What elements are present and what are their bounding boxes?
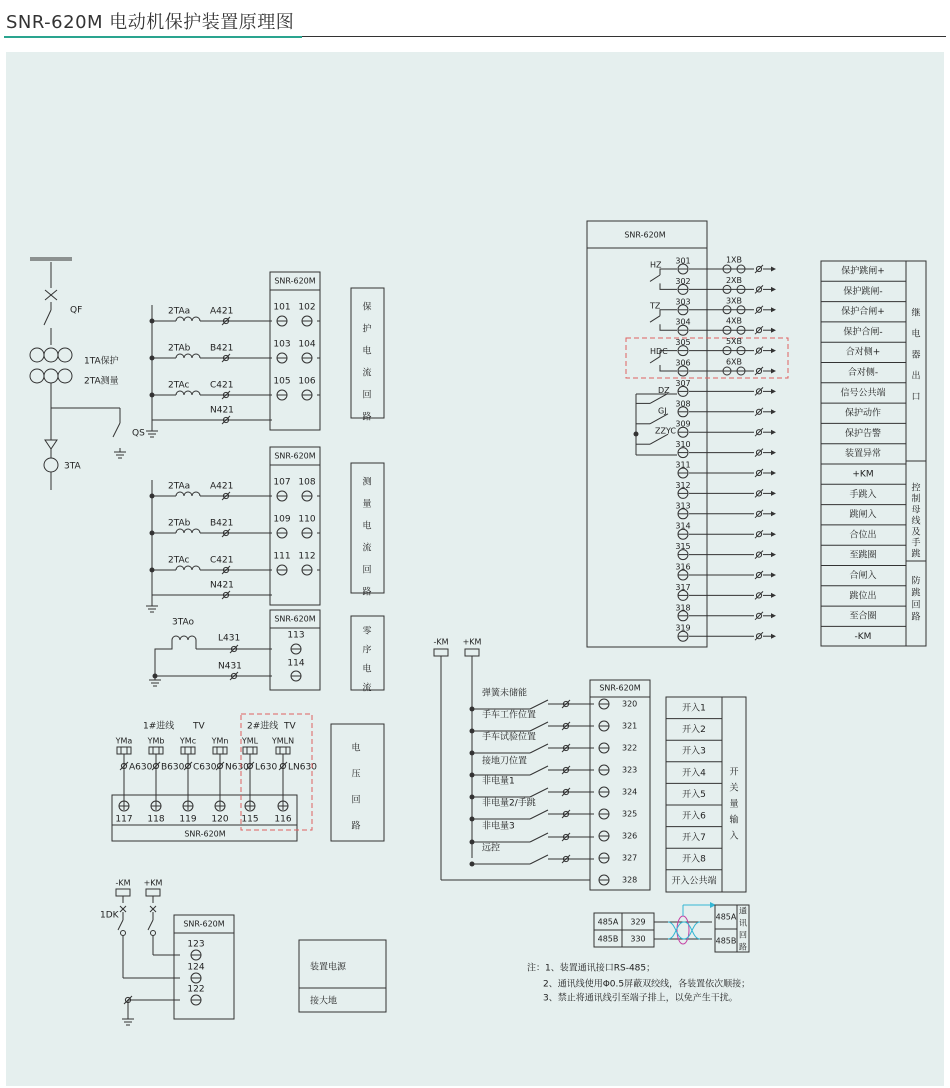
vertical-label: 压 (351, 769, 361, 780)
vertical-label: 线 (911, 516, 921, 527)
wire-label: N431 (218, 661, 242, 672)
page-title: SNR-620M 电动机保护装置原理图 (6, 12, 295, 33)
vertical-label: 回 (351, 795, 361, 806)
wire-label: N630 (225, 762, 249, 773)
vertical-label: 制 (911, 494, 921, 505)
junction-dot (470, 840, 475, 845)
terminal-number: 310 (675, 440, 691, 450)
signal-label: -KM (854, 631, 872, 642)
terminal-number: 319 (675, 623, 691, 633)
tv-label: TV (284, 721, 296, 732)
vertical-label: 电 (362, 664, 372, 675)
terminal-number: 307 (675, 378, 691, 388)
terminal-number: 107 (273, 477, 291, 488)
vertical-label: 讯 (739, 918, 747, 928)
input-label: 弹簧未储能 (482, 688, 528, 699)
terminal-number: 312 (675, 480, 691, 490)
vertical-label: 控 (911, 483, 921, 494)
input-label: 非电量2/手跳 (482, 798, 536, 809)
terminal-number: 124 (187, 962, 205, 973)
terminal-number: 308 (675, 399, 691, 409)
signal-label: +KM (852, 469, 874, 480)
vertical-label: 及 (911, 527, 921, 538)
vertical-label: 关 (729, 783, 739, 794)
terminal-number: 304 (675, 317, 691, 327)
input-label: 远控 (482, 843, 501, 854)
bus-label: YMc (179, 736, 197, 746)
terminal-number: 110 (298, 514, 316, 525)
terminal-number: 104 (298, 339, 316, 350)
vertical-label: 回 (362, 390, 372, 401)
input-box-label: 开入4 (682, 768, 706, 779)
terminal-number: 115 (241, 814, 259, 825)
xb-label: 4XB (725, 316, 743, 326)
terminal-number: 112 (298, 551, 316, 562)
xb-label: 1XB (725, 255, 743, 265)
junction-dot (470, 729, 475, 734)
input-box-label: 开入5 (682, 789, 706, 800)
junction-dot (470, 817, 475, 822)
km-label: +KM (143, 878, 163, 888)
km-label: -KM (115, 878, 131, 888)
terminal-number: 325 (622, 809, 638, 819)
bus-label: YMb (147, 736, 165, 746)
vertical-label: 回 (911, 600, 921, 611)
vertical-label: 电 (362, 346, 372, 357)
signal-label: 保护合闸- (843, 327, 883, 338)
signal-label: 保护跳闸+ (841, 266, 885, 277)
terminal-number: 106 (298, 376, 316, 387)
input-box-label: 开入8 (682, 854, 706, 865)
signal-label: 信号公共端 (840, 388, 886, 399)
vertical-label: 通 (739, 906, 747, 916)
signal-label: 合对侧- (847, 368, 879, 378)
device-name: SNR-620M (184, 829, 226, 839)
qf-label: QF (70, 305, 83, 316)
wire-label: C630 (193, 762, 217, 773)
terminal-number: 301 (675, 256, 691, 266)
junction-dot (150, 356, 155, 361)
note-line: 2、通讯线使用Φ0.5屏蔽双绞线，各装置依次顺接； (543, 979, 751, 990)
vertical-label: 路 (739, 942, 747, 952)
bus-label: YMLN (271, 736, 295, 746)
vertical-label: 路 (362, 412, 372, 423)
contact-label: ZZYC (655, 426, 676, 436)
wire-label: B630 (161, 762, 185, 773)
dk-label: 1DK (100, 910, 119, 921)
wire-label: A421 (210, 306, 234, 317)
wire-label: C421 (210, 380, 234, 391)
terminal-number: 111 (273, 551, 291, 562)
signal-label: 保护告警 (844, 428, 882, 439)
terminal-number: 105 (273, 376, 291, 387)
terminal-number: 102 (298, 302, 316, 313)
comm-label: 485B (715, 936, 737, 946)
terminal-number: 314 (675, 521, 691, 531)
signal-label: 至合圈 (849, 611, 877, 622)
signal-label: 保护动作 (844, 408, 882, 419)
junction-dot (150, 568, 155, 573)
input-box-label: 开入7 (682, 833, 706, 844)
wire-label: A630 (129, 762, 153, 773)
vertical-label: 测 (362, 477, 372, 488)
vertical-label: 器 (911, 350, 921, 361)
device-name: SNR-620M (274, 614, 316, 624)
vertical-label: 流 (362, 683, 372, 694)
bus-label: YML (241, 736, 259, 746)
km-label: +KM (462, 637, 482, 647)
input-box-label: 开入1 (682, 703, 706, 714)
bus-label: YMn (211, 736, 229, 746)
contact-label: HZ (650, 260, 662, 270)
input-label: 手车试验位置 (482, 732, 537, 743)
note-line: 3、禁止将通讯线引至端子排上，以免产生干扰。 (543, 993, 738, 1004)
input-box-label: 开入3 (682, 746, 706, 757)
signal-label: 手跳入 (849, 489, 877, 500)
terminal-number: 113 (287, 630, 305, 641)
signal-label: 合对侧+ (845, 347, 881, 358)
signal-label: 跳闸入 (849, 510, 877, 521)
vertical-label: 跳 (911, 588, 921, 599)
terminal-number: 320 (622, 699, 638, 709)
comm-label: 485B (597, 934, 619, 944)
signal-label: 至跳圈 (849, 550, 877, 561)
ta3-label: 3TA (64, 461, 81, 472)
device-name: SNR-620M (274, 451, 316, 461)
input-label: 非电量1 (482, 776, 515, 787)
junction-dot (470, 795, 475, 800)
vertical-label: 护 (362, 324, 372, 335)
wire-label: B421 (210, 518, 234, 529)
vertical-label: 路 (911, 612, 921, 623)
terminal-number: 116 (274, 814, 292, 825)
vertical-label: 回 (362, 565, 372, 576)
line-label: 1#进线 (143, 721, 175, 732)
signal-label: 合闸入 (849, 571, 877, 581)
wire-label: B421 (210, 343, 234, 354)
contact-label: DZ (658, 385, 670, 395)
vertical-label: 流 (362, 543, 372, 554)
wire-label: L630 (255, 762, 278, 773)
ct-label: 2TAb (168, 518, 191, 529)
bus-label: YMa (115, 736, 133, 746)
terminal-number: 330 (630, 934, 646, 944)
terminal-number: 103 (273, 339, 291, 350)
ct-label: 2TAc (168, 380, 190, 391)
signal-label: 保护合闸+ (841, 307, 885, 318)
terminal-number: 316 (675, 562, 691, 572)
terminal-number: 324 (622, 787, 638, 797)
note-line: 注：1、装置通讯接口RS-485； (527, 963, 656, 974)
xb-label: 6XB (725, 357, 743, 367)
signal-label: 装置异常 (844, 449, 882, 460)
terminal-number: 123 (187, 939, 205, 950)
wire-label: C421 (210, 555, 234, 566)
terminal-number: 306 (675, 358, 691, 368)
vertical-label: 回 (739, 930, 747, 940)
ct-label: 2TAa (168, 481, 191, 492)
signal-label: 保护跳闸- (843, 286, 883, 297)
terminal-number: 323 (622, 765, 638, 775)
vertical-label: 量 (729, 799, 739, 810)
junction-dot (150, 494, 155, 499)
vertical-label: 电 (362, 521, 372, 532)
vertical-label: 零 (362, 626, 372, 637)
vertical-label: 流 (362, 368, 372, 379)
comm-label: 485A (597, 917, 619, 927)
terminal-number: 118 (147, 814, 165, 825)
terminal-number: 315 (675, 542, 691, 552)
vertical-label: 口 (911, 392, 921, 403)
ta-measure-label: 2TA测量 (84, 376, 119, 387)
ground-label: 接大地 (310, 996, 338, 1007)
xb-label: 5XB (725, 337, 743, 347)
vertical-label: 输 (729, 815, 739, 826)
terminal-number: 322 (622, 743, 638, 753)
terminal-number: 329 (630, 917, 646, 927)
terminal-number: 317 (675, 582, 691, 592)
terminal-number: 326 (622, 831, 638, 841)
ct-label: 2TAc (168, 555, 190, 566)
contact-label: GJ (658, 406, 667, 416)
vertical-label: 保 (362, 302, 372, 313)
terminal-number: 321 (622, 721, 638, 731)
terminal-number: 302 (675, 276, 691, 286)
comm-label: 485A (715, 912, 737, 922)
signal-label: 合位出 (849, 530, 877, 541)
device-name: SNR-620M (183, 919, 225, 929)
terminal-number: 327 (622, 853, 638, 863)
diagram-panel (6, 52, 944, 1086)
input-label: 接地刀位置 (482, 756, 528, 767)
input-box-label: 开入2 (682, 725, 706, 736)
line-label: 2#进线 (247, 721, 279, 732)
terminal-number: 117 (115, 814, 133, 825)
terminal-number: 313 (675, 501, 691, 511)
terminal-number: 119 (179, 814, 197, 825)
ct-label: 3TAo (172, 617, 195, 628)
power-supply-label: 装置电源 (310, 962, 347, 973)
vertical-label: 电 (351, 743, 361, 754)
terminal-number: 120 (211, 814, 229, 825)
vertical-label: 跳 (911, 549, 921, 560)
terminal-number: 109 (273, 514, 291, 525)
input-label: 非电量3 (482, 821, 515, 832)
wire-label: N421 (210, 405, 234, 416)
vertical-label: 开 (729, 767, 739, 778)
wire-label: LN630 (288, 762, 317, 773)
junction-dot (153, 674, 158, 679)
terminal-number: 309 (675, 419, 691, 429)
junction-dot (470, 773, 475, 778)
device-name: SNR-620M (274, 276, 316, 286)
vertical-label: 母 (911, 505, 921, 516)
terminal-number: 122 (187, 984, 205, 995)
ct-label: 2TAb (168, 343, 191, 354)
vertical-label: 路 (362, 587, 372, 598)
contact-label: TZ (650, 301, 661, 311)
ct-label: 2TAa (168, 306, 191, 317)
vertical-label: 路 (351, 821, 361, 832)
terminal-number: 311 (675, 460, 691, 470)
xb-label: 3XB (725, 296, 743, 306)
tv-label: TV (193, 721, 205, 732)
signal-label: 跳位出 (849, 591, 877, 602)
junction-dot (470, 751, 475, 756)
device-name: SNR-620M (599, 683, 641, 693)
ta-protect-label: 1TA保护 (84, 356, 119, 367)
vertical-label: 电 (911, 329, 921, 340)
terminal-number: 305 (675, 338, 691, 348)
vertical-label: 继 (911, 308, 921, 319)
vertical-label: 出 (911, 371, 921, 382)
qs-label: QS (132, 428, 145, 439)
terminal-number: 108 (298, 477, 316, 488)
terminal-number: 101 (273, 302, 291, 313)
terminal-number: 114 (287, 658, 305, 669)
contact-label: HDC (650, 347, 668, 357)
wire-label: N421 (210, 580, 234, 591)
vertical-label: 量 (362, 499, 372, 510)
vertical-label: 入 (729, 831, 739, 842)
km-label: -KM (433, 637, 449, 647)
terminal-number: 318 (675, 603, 691, 613)
wire-label: A421 (210, 481, 234, 492)
junction-dot (150, 393, 155, 398)
junction-dot (150, 319, 155, 324)
junction-dot (150, 531, 155, 536)
vertical-label: 序 (362, 645, 372, 656)
terminal-number: 328 (622, 875, 638, 885)
vertical-label: 防 (911, 576, 921, 587)
terminal-number: 303 (675, 297, 691, 307)
device-name: SNR-620M (624, 230, 666, 240)
input-label: 手车工作位置 (482, 710, 537, 721)
xb-label: 2XB (725, 275, 743, 285)
input-box-label: 开入公共端 (671, 876, 717, 887)
vertical-label: 手 (911, 538, 921, 549)
junction-dot (634, 432, 639, 437)
junction-dot (470, 707, 475, 712)
input-box-label: 开入6 (682, 811, 706, 822)
junction-dot (470, 862, 475, 867)
wire-label: L431 (218, 633, 241, 644)
